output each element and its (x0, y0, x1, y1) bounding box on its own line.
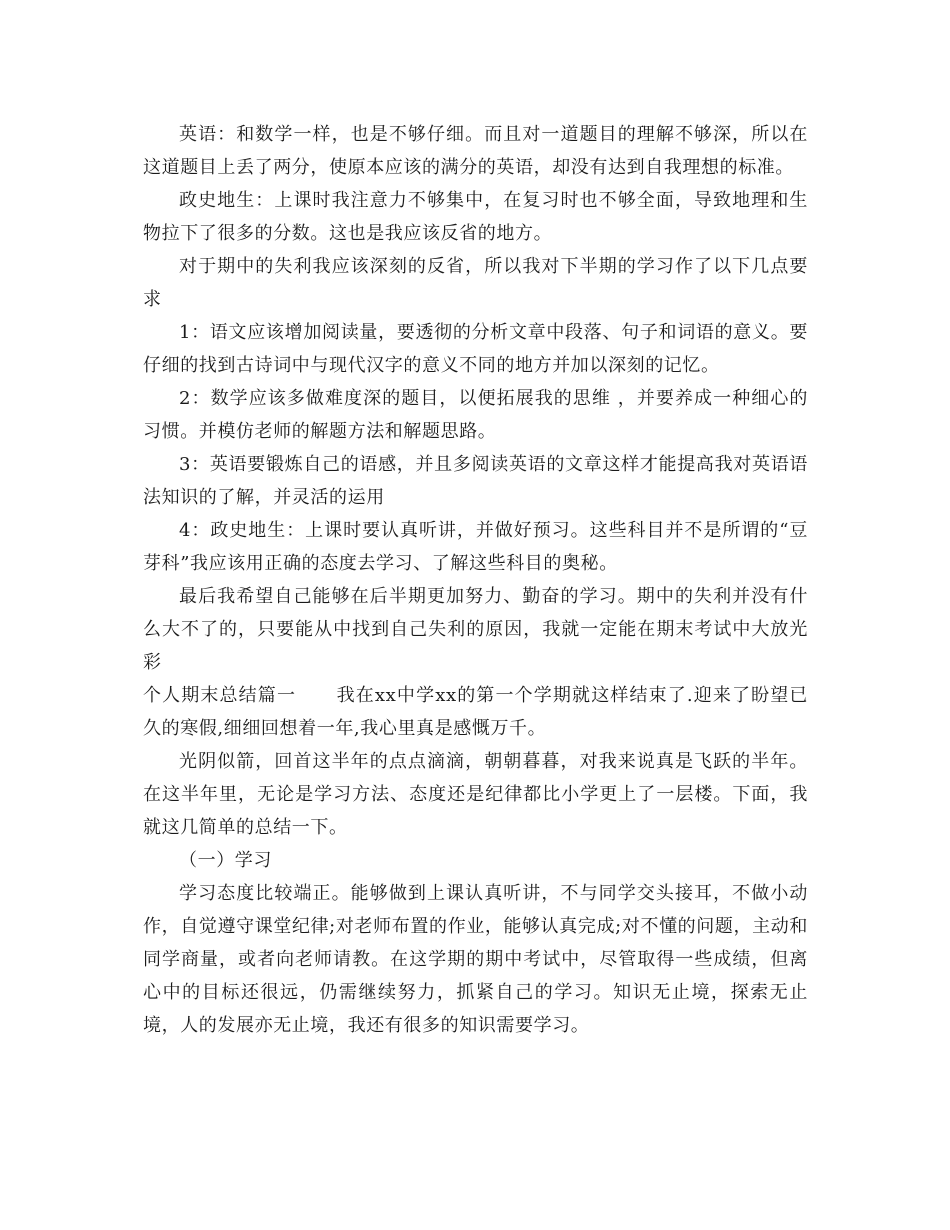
paragraph-social-sciences: 政史地生：上课时我注意力不够集中，在复习时也不够全面，导致地理和生物拉下了很多的分数。这也是我应该反省的地方。 (143, 190, 808, 244)
section-heading: 个人期末总结篇一 (143, 685, 297, 706)
paragraph-study-attitude: 学习态度比较端正。能够做到上课认真听讲，不与同学交头接耳，不做小动作，自觉遵守课堂纪律;对老师布置的作业，能够认真完成;对不懂的问题，主动和同学商量，或者向老师请教。在这学期的期中考试中，尽管取得一些成绩，但离心中的目标还很远，仍需继续努力，抓紧自己的学习。知识无止境，探索无止境，人的发展亦无止境，我还有很多的知识需要学习。 (143, 883, 808, 1036)
paragraph-item-2: 2：数学应该多做难度深的题目，以便拓展我的思维 ，并要养成一种细心的习惯。并模仿老师的解题方法和解题思路。 (143, 388, 808, 442)
paragraph-item-1: 1：语文应该增加阅读量，要透彻的分析文章中段落、句子和词语的意义。要仔细的找到古诗词中与现代汉字的意义不同的地方并加以深刻的记忆。 (143, 322, 808, 376)
paragraph-conclusion: 最后我希望自己能够在后半期更加努力、勤奋的学习。期中的失利并没有什么大不了的，只要能从中找到自己失利的原因，我就一定能在期末考试中大放光彩 (143, 586, 808, 673)
paragraph-item-4: 4：政史地生：上课时要认真听讲，并做好预习。这些科目并不是所谓的“豆芽科”我应该用正确的态度去学习、了解这些科目的奥秘。 (143, 520, 808, 574)
section-heading-paragraph (143, 679, 808, 745)
subheading-study: （一）学习 (179, 850, 272, 871)
paragraph-reflection: 对于期中的失利我应该深刻的反省，所以我对下半期的学习作了以下几点要求 (143, 256, 808, 310)
document-body (143, 118, 808, 1042)
paragraph-english: 英语：和数学一样，也是不够仔细。而且对一道题目的理解不够深，所以在这道题目上丢了两分，使原本应该的满分的英语，却没有达到自我理想的标准。 (143, 124, 808, 178)
paragraph-time-flies: 光阴似箭，回首这半年的点点滴滴，朝朝暮暮，对我来说真是飞跃的半年。在这半年里，无论是学习方法、态度还是纪律都比小学更上了一层楼。下面，我就这几简单的总结一下。 (143, 751, 808, 838)
paragraph-item-3: 3：英语要锻炼自己的语感，并且多阅读英语的文章这样才能提高我对英语语法知识的了解，并灵活的运用 (143, 454, 808, 508)
section-intro: 我在xx中学xx的第一个学期就这样结束了.迎来了盼望已久的寒假,细细回想着一年,我心里真是感慨万千。 (143, 685, 808, 739)
